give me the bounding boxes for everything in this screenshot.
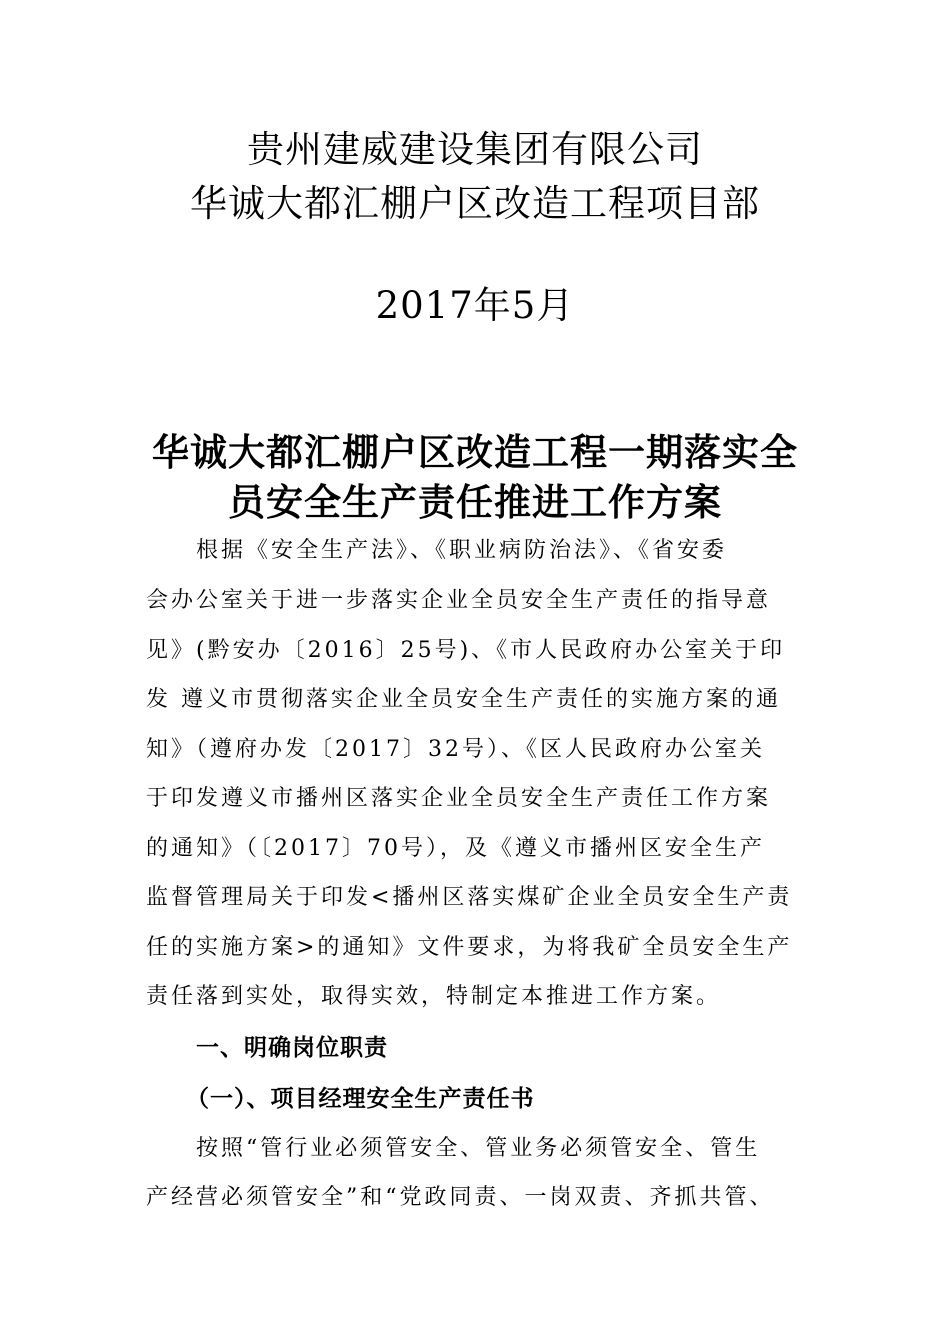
- document-title-line-2: 员安全生产责任推进工作方案: [228, 480, 722, 524]
- body-paragraph-line: 按照“管行业必须管安全、管业务必须管安全、管生: [196, 1136, 761, 1161]
- intro-paragraph-line: 于印发遵义市播州区落实企业全员安全生产责任工作方案: [146, 786, 772, 811]
- intro-paragraph-line: 知》（遵府办发〔2017〕32号）、《区人民政府办公室关: [146, 737, 765, 762]
- document-date: 2017年5月: [375, 284, 575, 327]
- section-heading: 一、明确岗位职责: [196, 1034, 388, 1061]
- project-department: 华诚大都汇棚户区改造工程项目部: [190, 182, 760, 225]
- intro-paragraph-line: 监督管理局关于印发<播州区落实煤矿企业全员安全生产责: [146, 885, 793, 910]
- intro-paragraph-line: 的通知》（〔2017〕70号），及《遵义市播州区安全生产: [146, 836, 765, 861]
- intro-paragraph-line: 任的实施方案>的通知》文件要求，为将我矿全员安全生产: [146, 935, 793, 960]
- body-paragraph-line: 产经营必须管安全”和“党政同责、一岗双责、齐抓共管、: [146, 1185, 775, 1210]
- subsection-heading: （一）、项目经理安全生产责任书: [186, 1085, 535, 1112]
- intro-paragraph-line: 见》(黔安办〔2016〕25号)、《市人民政府办公室关于印: [146, 638, 786, 663]
- document-title-line-1: 华诚大都汇棚户区改造工程一期落实全: [152, 430, 798, 474]
- intro-paragraph-line: 发 遵义市贯彻落实企业全员安全生产责任的实施方案的通: [146, 687, 781, 712]
- intro-paragraph-line: 会办公室关于进一步落实企业全员安全生产责任的指导意: [146, 588, 772, 613]
- company-name: 贵州建威建设集团有限公司: [247, 128, 703, 171]
- intro-paragraph-line: 根据《安全生产法》、《职业病防治法》、《省安委: [196, 538, 728, 563]
- intro-paragraph-line: 责任落到实处，取得实效，特制定本推进工作方案。: [146, 984, 722, 1009]
